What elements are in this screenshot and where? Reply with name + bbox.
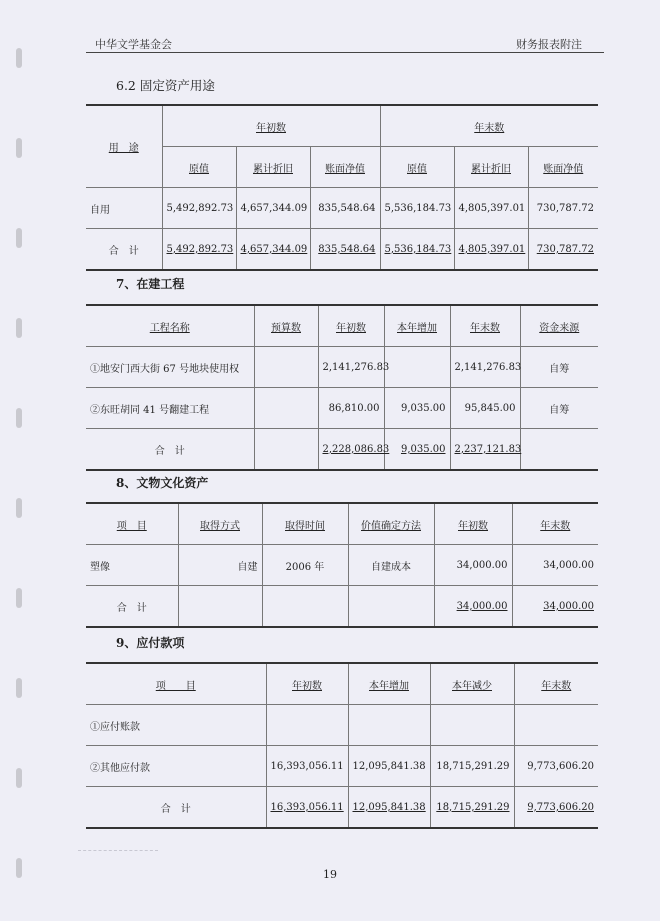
cell: 4,657,344.09 bbox=[236, 188, 310, 229]
row-label: ①应付账款 bbox=[86, 705, 266, 746]
row-label: ②东旺胡同 41 号翻建工程 bbox=[86, 388, 254, 429]
col-header: 年初数 bbox=[434, 503, 512, 545]
col-header: 年末数 bbox=[512, 503, 598, 545]
table-row-total bbox=[86, 229, 598, 271]
table-row bbox=[86, 545, 598, 586]
row-label: 塑像 bbox=[86, 545, 178, 586]
cell: 86,810.00 bbox=[318, 388, 384, 429]
col-header: 预算数 bbox=[254, 305, 318, 347]
binding-hole bbox=[16, 228, 22, 248]
col-header: 项 目 bbox=[86, 663, 266, 705]
cell bbox=[384, 347, 450, 388]
table-row bbox=[86, 188, 598, 229]
cell: 9,035.00 bbox=[384, 429, 450, 471]
binding-hole bbox=[16, 588, 22, 608]
col-header: 本年减少 bbox=[430, 663, 514, 705]
section-8-title: 8、文物文化资产 bbox=[116, 476, 209, 490]
sub-header: 账面净值 bbox=[310, 147, 380, 188]
col-use-header: 用 途 bbox=[86, 105, 162, 188]
cell: 4,657,344.09 bbox=[236, 229, 310, 271]
binding-hole bbox=[16, 498, 22, 518]
cell: 835,548.64 bbox=[310, 188, 380, 229]
col-header: 本年增加 bbox=[384, 305, 450, 347]
cell bbox=[514, 705, 598, 746]
cell: 5,536,184.73 bbox=[380, 229, 454, 271]
cell: 自筹 bbox=[520, 347, 598, 388]
row-label: ②其他应付款 bbox=[86, 746, 266, 787]
col-header: 年初数 bbox=[266, 663, 348, 705]
cell: 12,095,841.38 bbox=[348, 787, 430, 829]
col-header: 年末数 bbox=[450, 305, 520, 347]
cell: 5,536,184.73 bbox=[380, 188, 454, 229]
row-label: 合 计 bbox=[86, 229, 162, 271]
sub-header: 累计折旧 bbox=[236, 147, 310, 188]
col-header: 资金来源 bbox=[520, 305, 598, 347]
cell: 自建 bbox=[178, 545, 262, 586]
header-report-title: 财务报表附注 bbox=[516, 38, 582, 51]
cell: 18,715,291.29 bbox=[430, 746, 514, 787]
cell: 9,035.00 bbox=[384, 388, 450, 429]
cell bbox=[254, 347, 318, 388]
cell: 5,492,892.73 bbox=[162, 229, 236, 271]
col-header: 年初数 bbox=[318, 305, 384, 347]
binding-hole bbox=[16, 138, 22, 158]
cell: 2,237,121.83 bbox=[450, 429, 520, 471]
cell: 16,393,056.11 bbox=[266, 787, 348, 829]
cell: 4,805,397.01 bbox=[454, 229, 528, 271]
cell bbox=[348, 586, 434, 628]
binding-hole bbox=[16, 318, 22, 338]
cell: 9,773,606.20 bbox=[514, 746, 598, 787]
cell: 34,000.00 bbox=[434, 586, 512, 628]
sub-header: 账面净值 bbox=[528, 147, 598, 188]
table-row-total bbox=[86, 429, 598, 471]
cell bbox=[348, 705, 430, 746]
cell bbox=[430, 705, 514, 746]
cell bbox=[178, 586, 262, 628]
binding-hole bbox=[16, 768, 22, 788]
cell: 95,845.00 bbox=[450, 388, 520, 429]
cell: 835,548.64 bbox=[310, 229, 380, 271]
section-6-2-title: 6.2 固定资产用途 bbox=[116, 78, 215, 93]
cell: 2,141,276.83 bbox=[450, 347, 520, 388]
table-row bbox=[86, 388, 598, 429]
section-9-title: 9、应付款项 bbox=[116, 636, 185, 650]
col-header: 年末数 bbox=[514, 663, 598, 705]
row-label: 自用 bbox=[86, 188, 162, 229]
cultural-assets-table bbox=[86, 502, 598, 628]
row-label: 合 计 bbox=[86, 429, 254, 471]
cell: 5,492,892.73 bbox=[162, 188, 236, 229]
cell bbox=[266, 705, 348, 746]
col-header: 取得方式 bbox=[178, 503, 262, 545]
cell: 自建成本 bbox=[348, 545, 434, 586]
row-label: 合 计 bbox=[86, 586, 178, 628]
cell: 16,393,056.11 bbox=[266, 746, 348, 787]
fixed-asset-usage-table bbox=[86, 104, 598, 271]
group-end-header: 年末数 bbox=[380, 105, 598, 147]
cell: 34,000.00 bbox=[434, 545, 512, 586]
payables-table bbox=[86, 662, 598, 829]
col-header: 项 目 bbox=[86, 503, 178, 545]
header-organization: 中华文学基金会 bbox=[95, 38, 172, 51]
cell: 730,787.72 bbox=[528, 229, 598, 271]
construction-in-progress-table bbox=[86, 304, 598, 471]
header-rule bbox=[86, 52, 604, 53]
sub-header: 原值 bbox=[380, 147, 454, 188]
binding-hole bbox=[16, 48, 22, 68]
cell: 12,095,841.38 bbox=[348, 746, 430, 787]
cell: 34,000.00 bbox=[512, 586, 598, 628]
cell: 34,000.00 bbox=[512, 545, 598, 586]
cell: 18,715,291.29 bbox=[430, 787, 514, 829]
cell: 2,228,086.83 bbox=[318, 429, 384, 471]
cell: 9,773,606.20 bbox=[514, 787, 598, 829]
col-header: 取得时间 bbox=[262, 503, 348, 545]
col-header: 工程名称 bbox=[86, 305, 254, 347]
col-header: 本年增加 bbox=[348, 663, 430, 705]
col-header: 价值确定方法 bbox=[348, 503, 434, 545]
cell bbox=[520, 429, 598, 471]
sub-header: 原值 bbox=[162, 147, 236, 188]
cell bbox=[262, 586, 348, 628]
table-row bbox=[86, 705, 598, 746]
cell: 4,805,397.01 bbox=[454, 188, 528, 229]
cell: 2006 年 bbox=[262, 545, 348, 586]
binding-hole bbox=[16, 408, 22, 428]
table-row bbox=[86, 746, 598, 787]
cell: 730,787.72 bbox=[528, 188, 598, 229]
sub-header: 累计折旧 bbox=[454, 147, 528, 188]
binding-hole bbox=[16, 678, 22, 698]
cell: 自筹 bbox=[520, 388, 598, 429]
group-begin-header: 年初数 bbox=[162, 105, 380, 147]
table-row-total bbox=[86, 787, 598, 829]
cell bbox=[254, 388, 318, 429]
cell bbox=[254, 429, 318, 471]
table-row bbox=[86, 347, 598, 388]
row-label: 合 计 bbox=[86, 787, 266, 829]
row-label: ①地安门西大街 67 号地块使用权 bbox=[86, 347, 254, 388]
cell: 2,141,276.83 bbox=[318, 347, 384, 388]
page-number: 19 bbox=[323, 868, 337, 881]
table-row-total bbox=[86, 586, 598, 628]
section-7-title: 7、在建工程 bbox=[116, 277, 185, 291]
scan-smudge bbox=[78, 842, 158, 851]
